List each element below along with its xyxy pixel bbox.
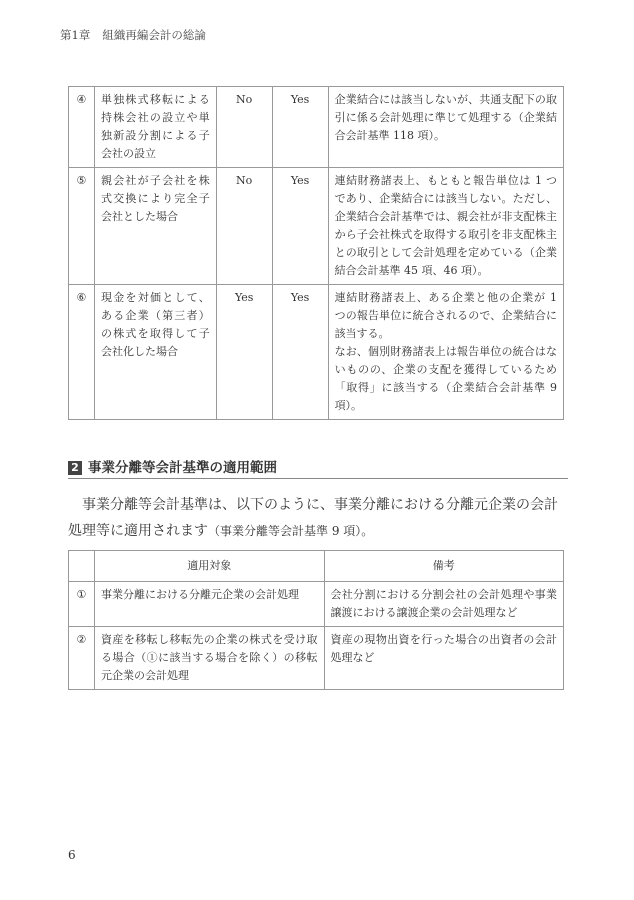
chapter-title: 組織再編会計の総論 xyxy=(102,28,206,42)
section-heading xyxy=(68,456,568,479)
table-row xyxy=(69,87,564,168)
note-cell xyxy=(328,285,563,420)
row-number: ④ xyxy=(69,87,95,168)
yes-no-cell: Yes xyxy=(272,87,328,168)
table-row xyxy=(69,627,564,690)
yes-no-cell: No xyxy=(216,87,272,168)
page-number: 6 xyxy=(68,848,76,862)
paragraph-text: 事業分離等会計基準は、以下のように、事業分離における分離元企業の会計処理等に適用されます xyxy=(68,497,558,539)
note-cell: 企業結合には該当しないが、共通支配下の取引に係る会計処理に準じて処理する（企業結合会計基準 118 項）。 xyxy=(328,87,563,168)
target-cell: 資産を移転し移転先の企業の株式を受け取る場合（①に該当する場合を除く）の移転元企業の会計処理 xyxy=(94,627,324,690)
chapter-label: 第1章 xyxy=(60,28,91,42)
row-number: ⑤ xyxy=(69,168,95,285)
body-paragraph xyxy=(68,492,564,544)
row-number: ② xyxy=(69,627,95,690)
paragraph-reference: （事業分離等会計基準 9 項）。 xyxy=(208,524,374,538)
running-head xyxy=(60,27,206,43)
table-row xyxy=(69,285,564,420)
table-header-row xyxy=(69,551,564,582)
table-row xyxy=(69,168,564,285)
section-title: 事業分離等会計基準の適用範囲 xyxy=(88,460,277,476)
case-cell: 現金を対価として、ある企業（第三者）の株式を取得して子会社化した場合 xyxy=(94,285,216,420)
yes-no-cell: Yes xyxy=(272,168,328,285)
yes-no-cell: No xyxy=(216,168,272,285)
yes-no-cell: Yes xyxy=(272,285,328,420)
case-cell: 親会社が子会社を株式交換により完全子会社とした場合 xyxy=(94,168,216,285)
note-cell: 会社分割における分割会社の会計処理や事業譲渡における譲渡企業の会計処理など xyxy=(324,582,564,627)
case-cell: 単独株式移転による持株会社の設立や単独新設分割による子会社の設立 xyxy=(94,87,216,168)
row-number: ① xyxy=(69,582,95,627)
note-text: 連結財務諸表上、ある企業と他の企業が 1 つの報告単位に統合されるので、企業結合に該当する。 xyxy=(334,291,557,340)
section-number-badge: 2 xyxy=(68,461,82,475)
business-combination-table xyxy=(68,86,564,420)
column-header: 備考 xyxy=(324,551,564,582)
table-row xyxy=(69,582,564,627)
yes-no-cell: Yes xyxy=(216,285,272,420)
column-header: 適用対象 xyxy=(94,551,324,582)
separation-scope-table xyxy=(68,550,564,690)
note-text-2: なお、個別財務諸表上は報告単位の統合はないものの、企業の支配を獲得しているため「取得」に該当する（企業結合会計基準 9 項）。 xyxy=(334,345,557,412)
note-cell: 資産の現物出資を行った場合の出資者の会計処理など xyxy=(324,627,564,690)
row-number: ⑥ xyxy=(69,285,95,420)
target-cell: 事業分離における分離元企業の会計処理 xyxy=(94,582,324,627)
note-cell: 連結財務諸表上、もともと報告単位は 1 つであり、企業結合には該当しない。ただし、企業結合会計基準では、親会社が非支配株主から子会社株式を取得する取引を非支配株主との取引として会計処理を定めている（企業結合会計基準 45 項、46 項）。 xyxy=(328,168,563,285)
column-header xyxy=(69,551,95,582)
